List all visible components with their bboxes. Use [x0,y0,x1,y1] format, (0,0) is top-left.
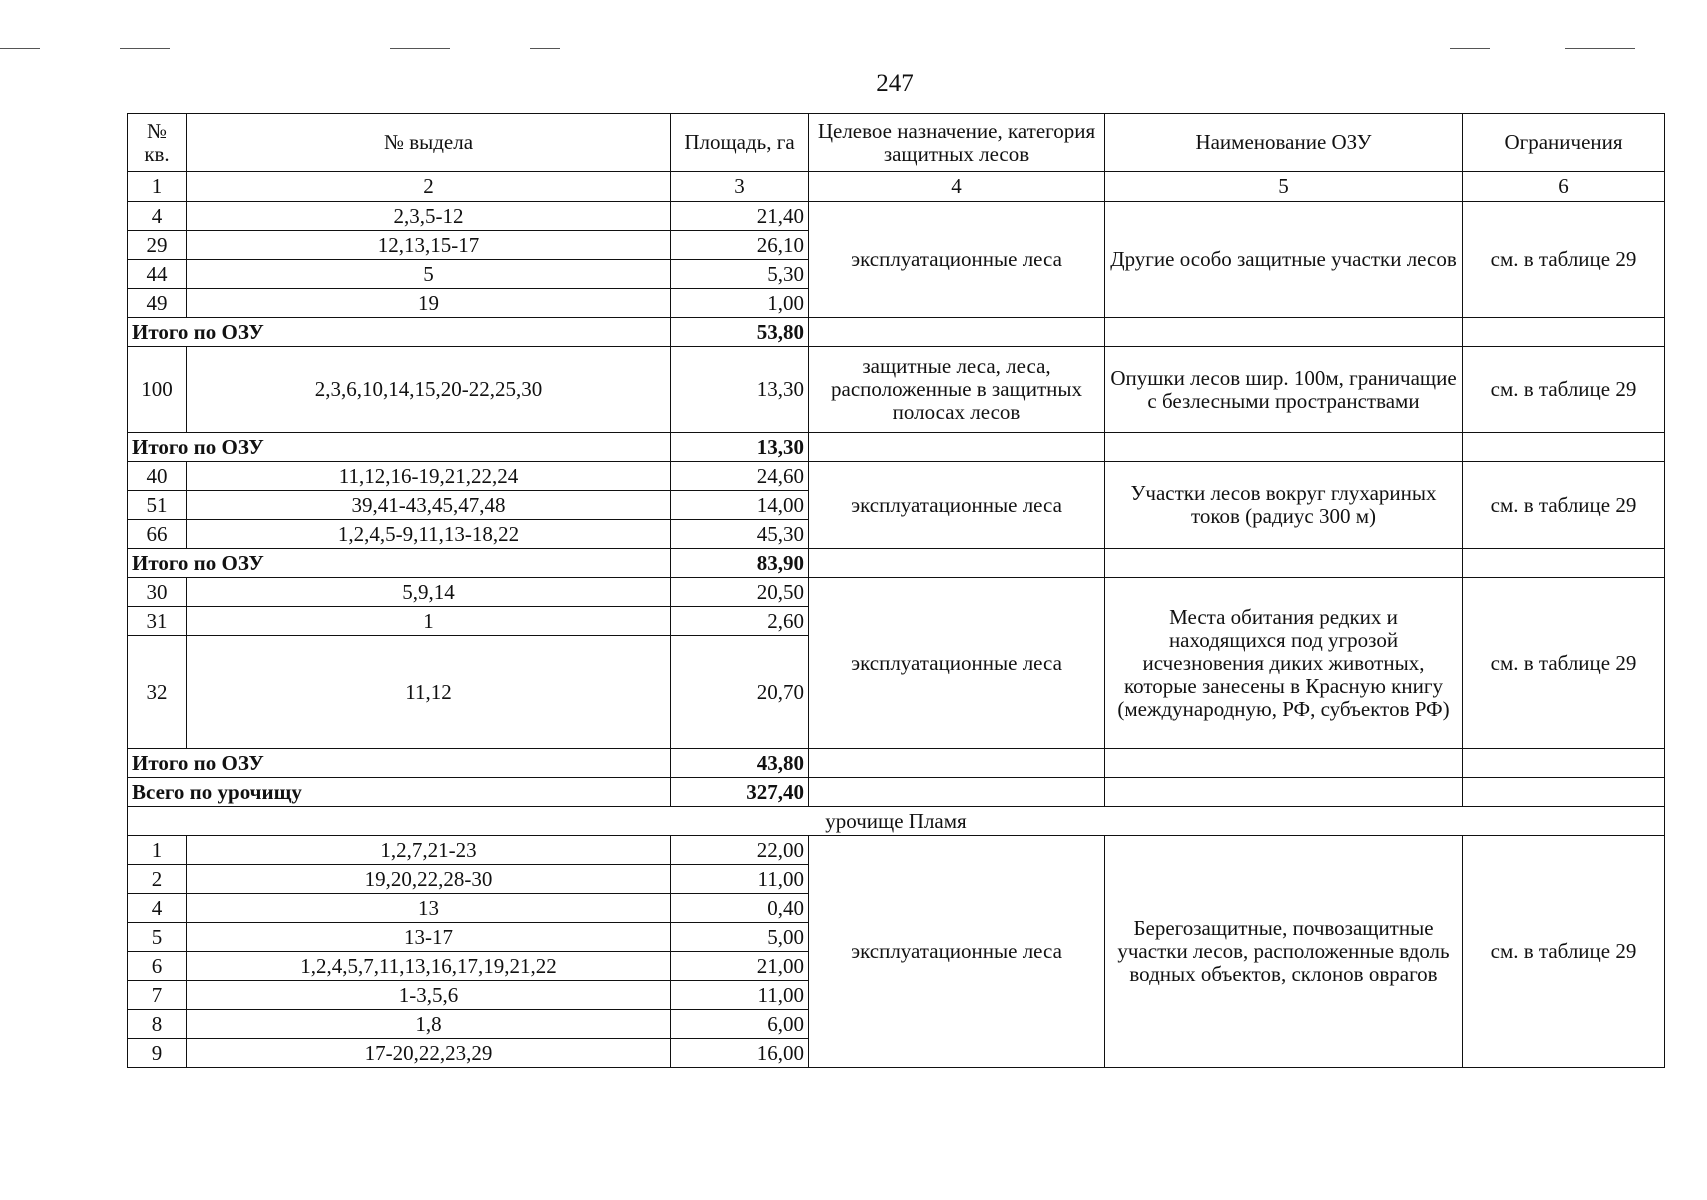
subtotal-area: 43,80 [671,749,809,778]
restriction-cell: см. в таблице 29 [1463,578,1665,749]
header-restriction: Ограничения [1463,114,1665,172]
purpose-cell: эксплуатационные леса [809,578,1105,749]
kv-cell: 6 [128,952,187,981]
subtotal-row [128,433,1665,462]
kv-cell: 49 [128,289,187,318]
header-area: Площадь, га [671,114,809,172]
vydel-cell: 1-3,5,6 [187,981,671,1010]
subtotal-label: Итого по ОЗУ [128,318,671,347]
kv-cell: 8 [128,1010,187,1039]
kv-cell: 4 [128,202,187,231]
table-row [128,202,1665,231]
vydel-cell: 19,20,22,28-30 [187,865,671,894]
kv-cell: 40 [128,462,187,491]
purpose-cell: защитные леса, леса, расположенные в защитных полосах лесов [809,347,1105,433]
ozu-name-cell: Берегозащитные, почвозащитные участки лесов, расположенные вдоль водных объектов, склонов оврагов [1105,836,1463,1068]
section-title-row [128,807,1665,836]
area-cell: 22,00 [671,836,809,865]
ozu-name-cell: Опушки лесов шир. 100м, граничащие с безлесными пространствами [1105,347,1463,433]
vydel-cell: 13 [187,894,671,923]
restriction-cell: см. в таблице 29 [1463,836,1665,1068]
kv-cell: 7 [128,981,187,1010]
total-label: Всего по урочищу [128,778,671,807]
area-cell: 5,30 [671,260,809,289]
vydel-cell: 5 [187,260,671,289]
area-cell: 1,00 [671,289,809,318]
kv-cell: 4 [128,894,187,923]
header-number: 5 [1105,172,1463,202]
restriction-cell: см. в таблице 29 [1463,462,1665,549]
area-cell: 21,00 [671,952,809,981]
table-row [128,462,1665,491]
subtotal-area: 53,80 [671,318,809,347]
vydel-cell: 39,41-43,45,47,48 [187,491,671,520]
kv-cell: 2 [128,865,187,894]
header-vydel: № выдела [187,114,671,172]
subtotal-row [128,749,1665,778]
scan-artifact [120,48,170,49]
purpose-cell: эксплуатационные леса [809,462,1105,549]
total-row [128,778,1665,807]
area-cell: 11,00 [671,981,809,1010]
vydel-cell: 5,9,14 [187,578,671,607]
area-cell: 5,00 [671,923,809,952]
vydel-cell: 1,8 [187,1010,671,1039]
header-number: 4 [809,172,1105,202]
restriction-cell: см. в таблице 29 [1463,347,1665,433]
scan-artifact [1450,48,1490,49]
vydel-cell: 1 [187,607,671,636]
vydel-cell: 1,2,7,21-23 [187,836,671,865]
section-title: урочище Пламя [128,807,1665,836]
vydel-cell: 11,12,16-19,21,22,24 [187,462,671,491]
subtotal-area: 13,30 [671,433,809,462]
header-number: 3 [671,172,809,202]
scan-artifact [530,48,560,49]
scan-artifact [390,48,450,49]
kv-cell: 51 [128,491,187,520]
restriction-cell: см. в таблице 29 [1463,202,1665,318]
subtotal-row [128,549,1665,578]
area-cell: 11,00 [671,865,809,894]
vydel-cell: 19 [187,289,671,318]
subtotal-label: Итого по ОЗУ [128,433,671,462]
purpose-cell: эксплуатационные леса [809,202,1105,318]
vydel-cell: 17-20,22,23,29 [187,1039,671,1068]
ozu-name-cell: Другие особо защитные участки лесов [1105,202,1463,318]
total-area: 327,40 [671,778,809,807]
area-cell: 20,50 [671,578,809,607]
kv-cell: 9 [128,1039,187,1068]
kv-cell: 44 [128,260,187,289]
vydel-cell: 12,13,15-17 [187,231,671,260]
vydel-cell: 13-17 [187,923,671,952]
area-cell: 21,40 [671,202,809,231]
ozu-name-cell: Места обитания редких и находящихся под угрозой исчезновения диких животных, которые занесены в Красную книгу (международную, РФ, субъектов РФ) [1105,578,1463,749]
subtotal-row [128,318,1665,347]
purpose-cell: эксплуатационные леса [809,836,1105,1068]
vydel-cell: 11,12 [187,636,671,749]
ozu-table [127,113,1665,1068]
header-number: 2 [187,172,671,202]
kv-cell: 32 [128,636,187,749]
area-cell: 13,30 [671,347,809,433]
subtotal-area: 83,90 [671,549,809,578]
vydel-cell: 2,3,6,10,14,15,20-22,25,30 [187,347,671,433]
header-row [128,114,1665,172]
kv-cell: 1 [128,836,187,865]
area-cell: 16,00 [671,1039,809,1068]
kv-cell: 66 [128,520,187,549]
kv-cell: 5 [128,923,187,952]
subtotal-label: Итого по ОЗУ [128,549,671,578]
area-cell: 0,40 [671,894,809,923]
header-number: 6 [1463,172,1665,202]
header-kv: № кв. [128,114,187,172]
vydel-cell: 1,2,4,5-9,11,13-18,22 [187,520,671,549]
header-purpose: Целевое назначение, категория защитных лесов [809,114,1105,172]
header-ozu-name: Наименование ОЗУ [1105,114,1463,172]
area-cell: 26,10 [671,231,809,260]
header-numbers-row [128,172,1665,202]
table-row [128,578,1665,607]
table-row [128,347,1665,433]
kv-cell: 100 [128,347,187,433]
area-cell: 14,00 [671,491,809,520]
subtotal-label: Итого по ОЗУ [128,749,671,778]
kv-cell: 31 [128,607,187,636]
kv-cell: 30 [128,578,187,607]
ozu-name-cell: Участки лесов вокруг глухариных токов (радиус 300 м) [1105,462,1463,549]
vydel-cell: 2,3,5-12 [187,202,671,231]
vydel-cell: 1,2,4,5,7,11,13,16,17,19,21,22 [187,952,671,981]
scan-artifact [1565,48,1635,49]
area-cell: 2,60 [671,607,809,636]
area-cell: 6,00 [671,1010,809,1039]
table-row [128,836,1665,865]
area-cell: 24,60 [671,462,809,491]
header-number: 1 [128,172,187,202]
area-cell: 45,30 [671,520,809,549]
kv-cell: 29 [128,231,187,260]
area-cell: 20,70 [671,636,809,749]
page-number: 247 [876,70,914,97]
scan-artifact [0,48,40,49]
